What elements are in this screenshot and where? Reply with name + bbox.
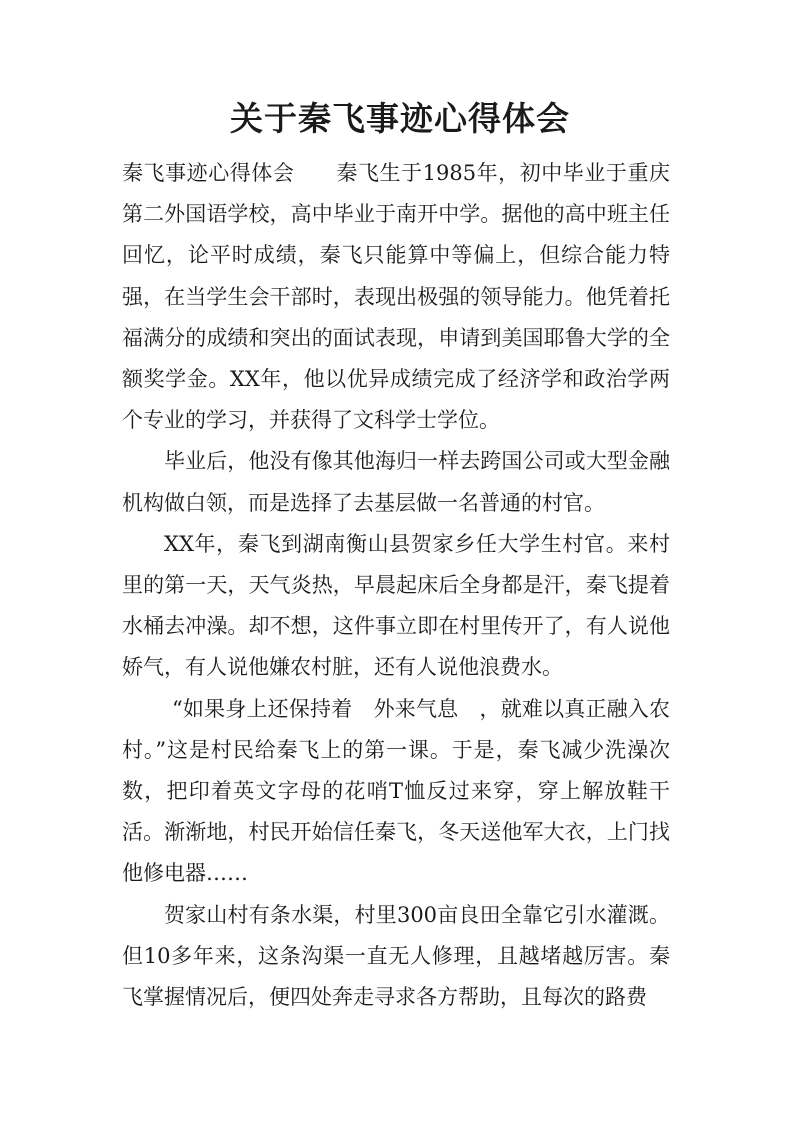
paragraph-2: 毕业后，他没有像其他海归一样去跨国公司或大型金融机构做白领，而是选择了去基层做一名普通的村官。 [122, 449, 670, 515]
paragraph-1-text: 秦飞生于1985年，初中毕业于重庆第二外国语学校，高中毕业于南开中学。据他的高中班主任回忆，论平时成绩，秦飞只能算中等偏上，但综合能力特强，在当学生会干部时，表现出极强的领导能力。他凭着托福满分的成绩和突出的面试表现，申请到美国耶鲁大学的全额奖学金。XX年，他以优异成绩完成了经济学和政治学两个专业的学习，并获得了文科学士学位。 [122, 161, 670, 433]
paragraph-3: XX年，秦飞到湖南衡山县贺家乡任大学生村官。来村里的第一天，天气炎热，早晨起床后全身都是汗，秦飞提着水桶去冲澡。却不想，这件事立即在村里传开了，有人说他娇气，有人说他嫌农村脏，还有人说他浪费水。 [122, 531, 670, 680]
document-body [122, 153, 670, 1018]
lead-label: 秦飞事迹心得体会 [122, 161, 295, 185]
paragraph-1 [122, 153, 670, 441]
document-title: 关于秦飞事迹心得体会 [230, 99, 570, 138]
paragraph-4: “如果身上还保持着 外来气息 ，就难以真正融入农村。”这是村民给秦飞上的第一课。于是，秦飞减少洗澡次数，把印着英文字母的花哨T恤反过来穿，穿上解放鞋干活。渐渐地，村民开始信任秦飞，冬天送他军大衣，上门找他修电器…… [122, 696, 670, 886]
paragraph-5: 贺家山村有条水渠，村里300亩良田全靠它引水灌溉。但10多年来，这条沟渠一直无人修理，且越堵越厉害。秦飞掌握情况后，便四处奔走寻求各方帮助，且每次的路费 [122, 902, 670, 1010]
